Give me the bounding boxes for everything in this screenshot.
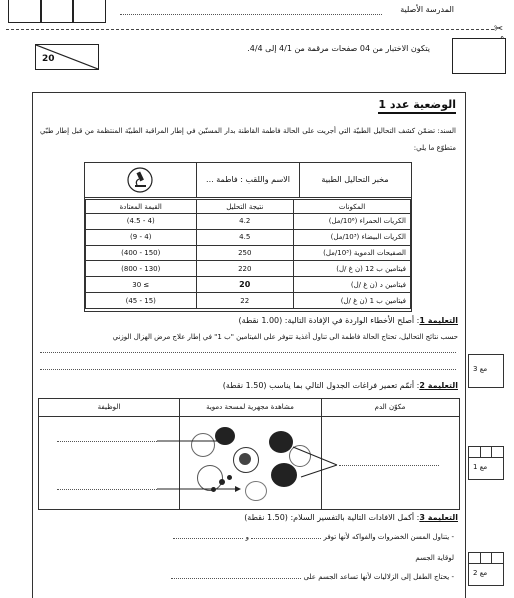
score-total: 20 [42,54,55,64]
answer-line[interactable] [40,369,456,370]
component-name: فيتامين ب 12 (ن غ /ل) [294,261,411,277]
result-value: 22 [196,293,294,309]
instruction1-statement: حسب نتائج التحاليل، تحتاج الحالة فاطمة الى تناول أغذية تتوفر على الفيتامين "ب 1" في إطار علاج مرض الهزال الوزني [112,333,458,341]
instruction3 [180,513,458,522]
score-label: مع 1 [473,463,488,471]
scissor-icon: ✂ [494,22,504,35]
normal-range: (4 - 4.5) [86,214,197,230]
instruction3-line3 [40,573,454,581]
blank-1[interactable] [251,538,321,539]
col-result: نتيجة التحليل [196,200,294,214]
blank-2[interactable] [173,538,243,539]
table-row [86,214,411,230]
line3-text: يحتاج الطفل إلى الزلاليات لأنها تساعد الجسم على [303,573,450,581]
instruction2-text: : أتمّم تعمير فراغات الجدول التالي بما يناسب (1.50 نقطة) [222,381,420,390]
normal-range: (15 - 45) [86,293,197,309]
normal-range: (4 - 9) [86,229,197,245]
student-code-box [452,38,506,74]
score-cell-2 [468,446,504,480]
table-row [86,261,411,277]
instruction1-text: : أصلح الأخطاء الواردة في الإفادة التالية: (1.00 نقطة) [238,316,420,325]
pointer-arrows [39,399,459,509]
instruction3-line2: لوقاية الجسم [415,554,454,562]
line1-join: و [245,533,249,541]
col-blood-component: مكوّن الدم [374,403,406,411]
instruction1 [180,316,458,325]
line1-text: يتناول المسن الخضروات والفواكه لأنها توفر [323,533,450,541]
component-name: فيتامين د (ن غ /ل) [294,277,411,293]
result-value: 4.2 [196,214,294,230]
instruction1-title: التعليمة 1 [419,316,458,325]
blood-table [38,398,460,510]
school-name-line [120,14,382,15]
table-row [86,277,411,293]
results-table [85,199,411,309]
lab-report [84,162,412,312]
header-top-boxes [8,0,106,23]
component-name: فيتامين ب 1 (ن غ /ل) [294,293,411,309]
lab-name: مخبر التحاليل الطبية [321,175,389,184]
instruction2-title: التعليمة 2 [419,381,458,390]
microscope-icon [127,167,153,193]
component-name: الكريات الحمراء (10⁶/مل) [294,214,411,230]
score-label: مع 2 [473,569,488,577]
situation-title: الوضعية عدد 1 [378,98,456,114]
result-value: 20 [196,277,294,293]
blank-3[interactable] [171,578,301,579]
bullet: - [449,573,454,581]
patient-name-row [199,175,297,184]
cut-line [6,29,494,30]
col-component: المكونات [294,200,411,214]
component-name: الصفيحات الدموية (10³/مل) [294,245,411,261]
instruction2 [180,381,458,390]
score-cell-1 [468,354,504,388]
score-cell-3 [468,552,504,586]
normal-range: (130 - 800) [86,261,197,277]
col-normal: القيمة المعتادة [86,200,197,214]
result-value: 220 [196,261,294,277]
score-label: مع 3 [473,365,488,373]
patient-name: فاطمة ... [206,175,238,184]
answer-line[interactable] [40,352,456,353]
situation-support: السند: تضمّن كشف التحاليل الطبيّة التي أجريت على الحالة فاطمة القاطنة بدار المسنّين في إطار المراقبة الطبيّة المنتظمة من قبل إطار طبّي متطوّع ما يلي: [40,127,456,152]
table-row [86,229,411,245]
table-row [86,293,411,309]
col-observation: مشاهدة مجهرية لمسحة دموية [206,403,294,411]
score-box [35,44,99,70]
bullet: - [449,533,454,541]
table-row [86,245,411,261]
instruction3-title: التعليمة 3 [419,513,458,522]
result-value: 4.5 [196,229,294,245]
component-name: الكريات البيضاء (10³/مل) [294,229,411,245]
school-label: المدرسة الأصلية [400,5,454,14]
name-label: الاسم واللقب : [240,175,290,184]
instruction3-line1 [40,533,454,541]
col-function: الوظيفة [97,403,121,411]
normal-range: (150 - 400) [86,245,197,261]
result-value: 250 [196,245,294,261]
pages-note: يتكون الاختبار من 04 صفحات مرقمة من 4/1 إلى 4/4. [247,44,430,53]
normal-range: ≥ 30 [86,277,197,293]
instruction3-text: : أكمل الافادات التالية بالتفسير السلام: (1.50 نقطة) [244,513,420,522]
